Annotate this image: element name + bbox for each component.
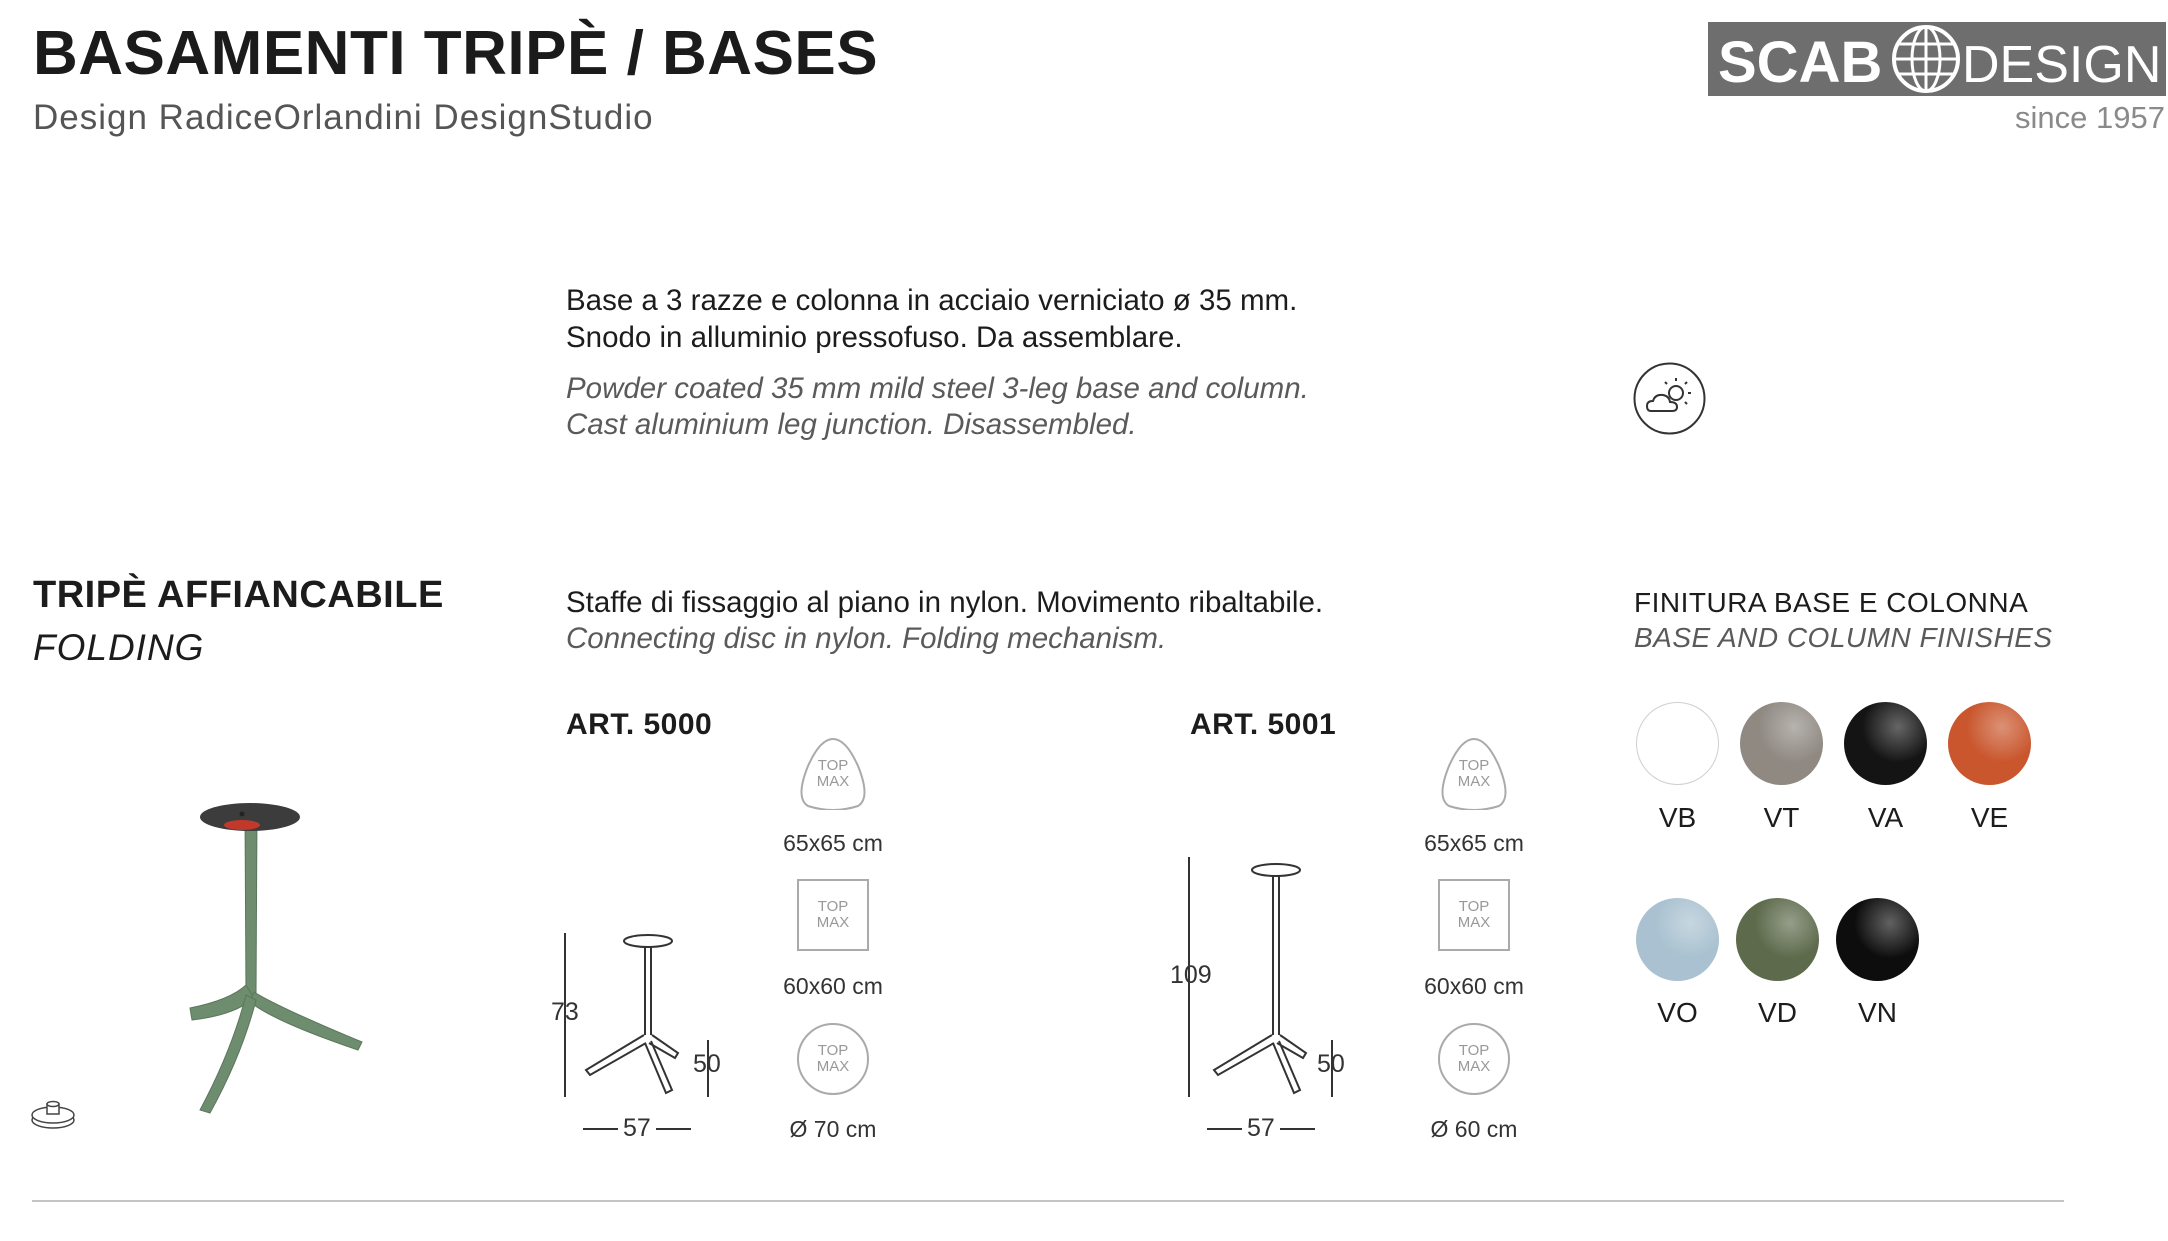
width-dimension: 57 xyxy=(1247,1114,1275,1142)
description-english-line: Powder coated 35 mm mild steel 3-leg base and column. xyxy=(566,372,1309,405)
finish-swatch-va xyxy=(1844,702,1927,785)
top-max-label: TOP MAX xyxy=(816,757,850,790)
finish-code: VE xyxy=(1970,802,2009,833)
top-size: 60x60 cm xyxy=(783,973,883,999)
product-image xyxy=(150,780,400,1120)
height-dimension: 109 xyxy=(1170,961,1212,989)
finishes-title: FINITURA BASE E COLONNA xyxy=(1634,587,2029,618)
finish-swatch-vo xyxy=(1636,898,1719,981)
top-max-label: TOP MAX xyxy=(816,1042,850,1075)
finish-swatch-vt xyxy=(1740,702,1823,785)
article-code: ART. 5000 xyxy=(566,708,713,741)
description-italian-line: Snodo in alluminio pressofuso. Da assemblare. xyxy=(566,321,1183,354)
section-description-english: Connecting disc in nylon. Folding mechanism. xyxy=(566,622,1167,655)
top-size: 65x65 cm xyxy=(1424,830,1524,856)
scab-design-logo xyxy=(1708,22,2166,96)
base-diagram-5001 xyxy=(1172,855,1342,1145)
base-diagram-5000 xyxy=(548,925,718,1145)
description-italian xyxy=(566,282,1466,356)
finish-code: VT xyxy=(1763,802,1800,833)
description-english-line: Cast aluminium leg junction. Disassembled. xyxy=(566,408,1137,441)
top-size: Ø 60 cm xyxy=(1430,1116,1518,1142)
finish-code: VD xyxy=(1758,997,1797,1028)
globe-icon xyxy=(1894,27,1958,91)
finish-code: VA xyxy=(1867,802,1904,833)
top-max-label: TOP MAX xyxy=(1457,757,1491,790)
top-size: 65x65 cm xyxy=(783,830,883,856)
finish-swatch-vb xyxy=(1636,702,1719,785)
bottom-divider xyxy=(32,1200,2064,1202)
finish-swatch-ve xyxy=(1948,702,2031,785)
designer-credit: Design RadiceOrlandini DesignStudio xyxy=(33,98,654,137)
section-title: TRIPÈ AFFIANCABILE xyxy=(33,574,444,616)
top-size: 60x60 cm xyxy=(1424,973,1524,999)
section-subtitle: FOLDING xyxy=(33,627,205,668)
since-text: since 1957 xyxy=(2015,100,2165,135)
top-max-label: TOP MAX xyxy=(1457,1042,1491,1075)
description-italian-line: Base a 3 razze e colonna in acciaio verniciato ø 35 mm. xyxy=(566,284,1298,317)
article-code: ART. 5001 xyxy=(1190,708,1337,741)
finish-swatch-vd xyxy=(1736,898,1819,981)
finish-swatch-vn xyxy=(1836,898,1919,981)
logo-design: DESIGN xyxy=(1962,36,2162,94)
logo-brand: SCAB xyxy=(1718,30,1883,95)
section-description-italian: Staffe di fissaggio al piano in nylon. Movimento ribaltabile. xyxy=(566,586,1324,619)
page-title: BASAMENTI TRIPÈ / BASES xyxy=(33,19,879,88)
top-size: Ø 70 cm xyxy=(789,1116,877,1142)
top-max-label: TOP MAX xyxy=(816,898,850,931)
width-dimension: 57 xyxy=(623,1114,651,1142)
finish-code: VB xyxy=(1658,802,1697,833)
foot-dimension: 50 xyxy=(1317,1050,1345,1078)
foot-dimension: 50 xyxy=(693,1050,721,1078)
height-dimension: 73 xyxy=(551,998,579,1026)
top-max-label: TOP MAX xyxy=(1457,898,1491,931)
finish-code: VN xyxy=(1858,997,1897,1028)
finishes-subtitle: BASE AND COLUMN FINISHES xyxy=(1634,622,2053,653)
description-english xyxy=(566,371,1466,443)
connecting-disc-icon xyxy=(30,1098,76,1130)
finish-code: VO xyxy=(1657,997,1698,1028)
sun-cloud-icon xyxy=(1633,362,1706,435)
